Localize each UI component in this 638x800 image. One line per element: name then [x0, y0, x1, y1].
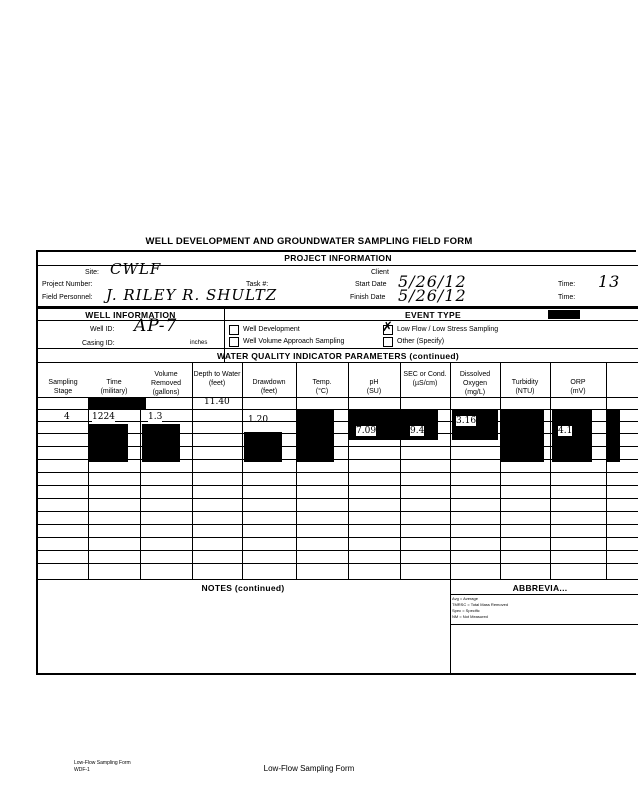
drawdown-entry: 1.20: [248, 415, 269, 425]
table-row: [38, 409, 638, 410]
divider: [550, 362, 551, 579]
table-row: [38, 421, 638, 422]
divider: [38, 306, 638, 309]
field-form: [36, 250, 636, 675]
redaction-block: [296, 410, 334, 462]
table-row: [38, 563, 638, 564]
time-label: Time:: [558, 281, 576, 288]
time-entry: 1224: [92, 412, 115, 422]
col-header-do: Dissolved Oxygen (mg/L): [459, 371, 491, 396]
event-option-label: Other (Specify): [397, 338, 445, 345]
divider: [400, 362, 401, 579]
divider: [450, 594, 638, 595]
redaction-block: [500, 410, 544, 462]
check-mark-icon: ✗: [382, 320, 393, 335]
col-header-cond: SEC or Cond. (µS/cm): [403, 371, 447, 387]
table-row: [38, 459, 638, 460]
field-personnel-label: Field Personnel:: [42, 294, 93, 301]
abbreviation-item: Spec = Specific: [452, 608, 480, 613]
col-header-stage: Sampling Stage: [48, 379, 78, 395]
well-id-label: Well ID:: [90, 326, 115, 333]
depth-entry: 11.40: [204, 397, 230, 407]
col-header-time: Time (military): [100, 379, 128, 395]
redaction-block: [548, 310, 580, 319]
redaction-block: [88, 424, 128, 462]
divider: [606, 362, 607, 579]
redaction-block: [244, 432, 282, 462]
col-header-orp: ORP (mV): [570, 379, 586, 395]
table-row: [38, 550, 638, 551]
low-flow-checkbox[interactable]: [382, 320, 393, 335]
col-header-depth: Depth to Water (feet): [193, 371, 241, 387]
table-row: [38, 446, 638, 447]
footer-form-code: WDF-1: [74, 767, 90, 773]
well-id-value: AP-7: [134, 316, 178, 336]
col-header-temp: Temp. (°C): [312, 379, 332, 395]
orp-entry: 4.1: [558, 426, 573, 436]
well-development-checkbox[interactable]: [229, 325, 239, 335]
time2-label: Time:: [558, 294, 576, 301]
table-row: [38, 524, 638, 525]
site-label: Site:: [85, 269, 100, 276]
abbreviations-header: ABBREVIA...: [512, 583, 568, 593]
table-row: [38, 433, 638, 434]
table-row: [38, 498, 638, 499]
notes-header: NOTES (continued): [201, 583, 285, 593]
start-date-label: Start Date: [355, 281, 387, 288]
col-header-drawdown: Drawdown (feet): [252, 379, 286, 395]
divider: [348, 362, 349, 579]
project-info-header: PROJECT INFORMATION: [284, 253, 392, 263]
stage-value: 4: [64, 412, 70, 422]
start-date-value: 5/26/12: [398, 272, 467, 291]
finish-date-label: Finish Date: [350, 294, 386, 301]
divider: [450, 624, 638, 625]
well-volume-checkbox[interactable]: [229, 337, 239, 347]
table-row: [38, 579, 638, 580]
abbreviation-item: Avg = Average: [452, 596, 478, 601]
ph-entry: 7.09: [356, 426, 377, 436]
redaction-block: [88, 397, 146, 409]
field-personnel-value: J. RILEY R. SHULTZ: [106, 286, 278, 304]
event-option-label: Low Flow / Low Stress Sampling: [397, 326, 499, 333]
client-label: Client: [371, 269, 389, 276]
redaction-block: [606, 410, 620, 462]
casing-unit: inches: [190, 340, 208, 346]
col-header-ph: pH (SU): [366, 379, 382, 395]
footer-center-title: Low-Flow Sampling Form: [263, 764, 355, 773]
divider: [296, 362, 297, 579]
divider: [192, 362, 193, 579]
table-row: [38, 537, 638, 538]
divider: [38, 320, 638, 321]
divider: [38, 348, 638, 349]
cond-entry: 9.4: [410, 426, 425, 436]
col-header-volume: Volume Removed (gallons): [151, 371, 181, 396]
water-quality-header: WATER QUALITY INDICATOR PARAMETERS (continued): [216, 351, 460, 361]
time-value: 13: [598, 272, 621, 291]
form-title: WELL DEVELOPMENT AND GROUNDWATER SAMPLING FIELD FORM: [145, 236, 473, 247]
col-header-turbidity: Turbidity (NTU): [511, 379, 539, 395]
divider: [38, 362, 638, 363]
finish-date-value: 5/26/12: [398, 286, 467, 305]
abbreviation-item: NM = Not Measured: [452, 614, 488, 619]
event-option-label: Well Development: [243, 326, 300, 333]
table-row: [38, 511, 638, 512]
table-row: [38, 485, 638, 486]
task-label: Task #:: [246, 281, 269, 288]
well-info-header: WELL INFORMATION: [85, 310, 176, 320]
site-value: CWLF: [110, 260, 162, 278]
divider: [450, 362, 451, 579]
volume-entry: 1.3: [148, 412, 163, 422]
other-checkbox[interactable]: [383, 337, 393, 347]
abbreviation-item: TMRSC = Total Mass Removed: [452, 602, 509, 607]
footer-form-name: Low-Flow Sampling Form: [74, 760, 131, 766]
table-row: [38, 472, 638, 473]
event-option-label: Well Volume Approach Sampling: [243, 338, 345, 345]
do-entry: 3.16: [456, 416, 477, 426]
divider: [500, 362, 501, 579]
redaction-block: [142, 424, 180, 462]
divider: [140, 397, 141, 579]
divider: [242, 362, 243, 579]
casing-id-label: Casing ID:: [82, 340, 115, 347]
project-number-label: Project Number:: [42, 281, 93, 288]
redaction-block: [552, 410, 592, 462]
event-type-header: EVENT TYPE: [405, 310, 461, 320]
